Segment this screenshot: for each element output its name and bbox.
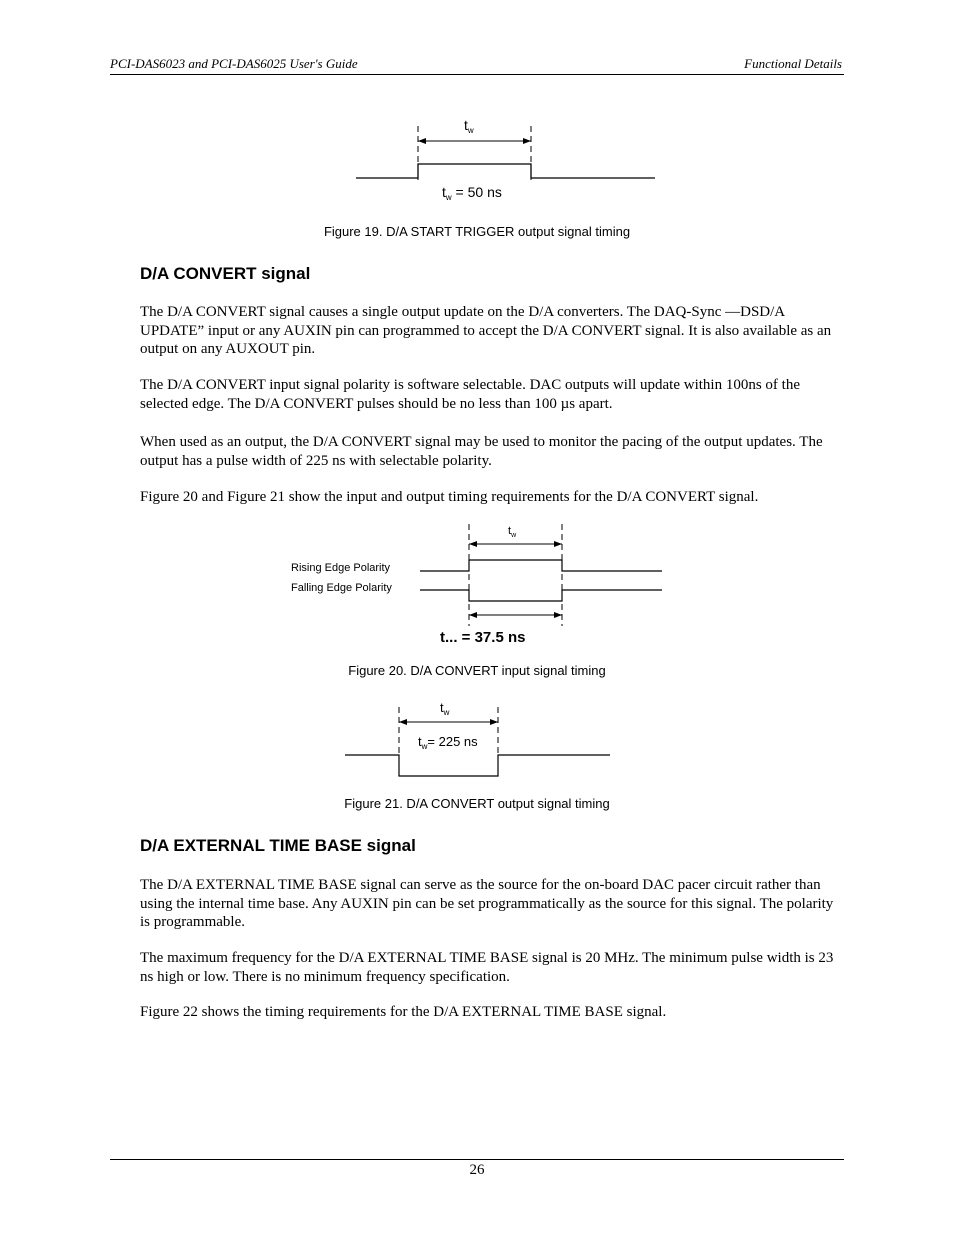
fig20-rising-edge-label: Rising Edge Polarity <box>291 562 391 574</box>
header-title: PCI-DAS6023 and PCI-DAS6025 User's Guide <box>110 56 358 71</box>
paragraph-convert-2: The D/A CONVERT input signal polarity is software selectable. DAC outputs will update within 100ns of the selected edge. The D/A CONVERT pulses should be no less than 100 µs apart. <box>140 377 800 412</box>
header-section: Functional Details <box>744 56 842 71</box>
fig20-falling-edge-label: Falling Edge Polarity <box>291 582 392 594</box>
page-number: 26 <box>469 1162 485 1178</box>
section-heading-da-external-time-base: D/A EXTERNAL TIME BASE signal <box>140 836 416 855</box>
figure-19-caption: Figure 19. D/A START TRIGGER output signal timing <box>323 224 631 239</box>
fig19-tw-value: $t_w = 50$ ns <box>442 184 502 202</box>
section-heading-da-convert: D/A CONVERT signal <box>140 264 311 283</box>
footer-rule <box>110 1159 844 1160</box>
fig21-tw-value: $t_w= 225$ ns <box>418 734 478 751</box>
paragraph-timebase-2: The maximum frequency for the D/A EXTERNAL TIME BASE signal is 20 MHz. The minimum pulse width is 23 ns high or low. There is no minimum frequency specification. <box>140 950 834 985</box>
figure-21-caption: Figure 21. D/A CONVERT output signal timing <box>344 796 610 811</box>
paragraph-convert-4: Figure 20 and Figure 21 show the input and output timing requirements for the D/A CONVERT signal. <box>140 489 759 505</box>
figure-20-caption: Figure 20. D/A CONVERT input signal timing <box>348 663 606 678</box>
fig20-tw-value: t... = 37.5 ns <box>440 629 526 646</box>
header-rule <box>110 74 844 75</box>
paragraph-convert-1: The D/A CONVERT signal causes a single output update on the D/A converters. The DAQ-Sync ―DSD/A UPDATE” input or any AUXIN pin can programmed to accept the D/A CONVERT signal. It is also available as an output on any AUXOUT pin. <box>140 304 832 357</box>
paragraph-convert-3: When used as an output, the D/A CONVERT signal may be used to monitor the pacing of the output updates. The output has a pulse width of 225 ns with selectable polarity. <box>140 434 823 469</box>
figure-19-timing-diagram <box>340 110 670 210</box>
fig20-tw-label: $t_w$ <box>508 525 517 539</box>
paragraph-timebase-3: Figure 22 shows the timing requirements for the D/A EXTERNAL TIME BASE signal. <box>140 1004 667 1020</box>
paragraph-timebase-1: The D/A EXTERNAL TIME BASE signal can serve as the source for the on-board DAC pacer circuit rather than using the internal time base. Any AUXIN pin can be set programmatically as the source for this signal. The polarity is programmable. <box>140 877 834 930</box>
figure-21-timing-diagram <box>335 693 625 788</box>
fig19-tw-label: $t_w$ <box>464 117 474 135</box>
figure-20-timing-diagram <box>285 518 675 648</box>
fig21-tw-label: $t_w$ <box>440 700 450 717</box>
